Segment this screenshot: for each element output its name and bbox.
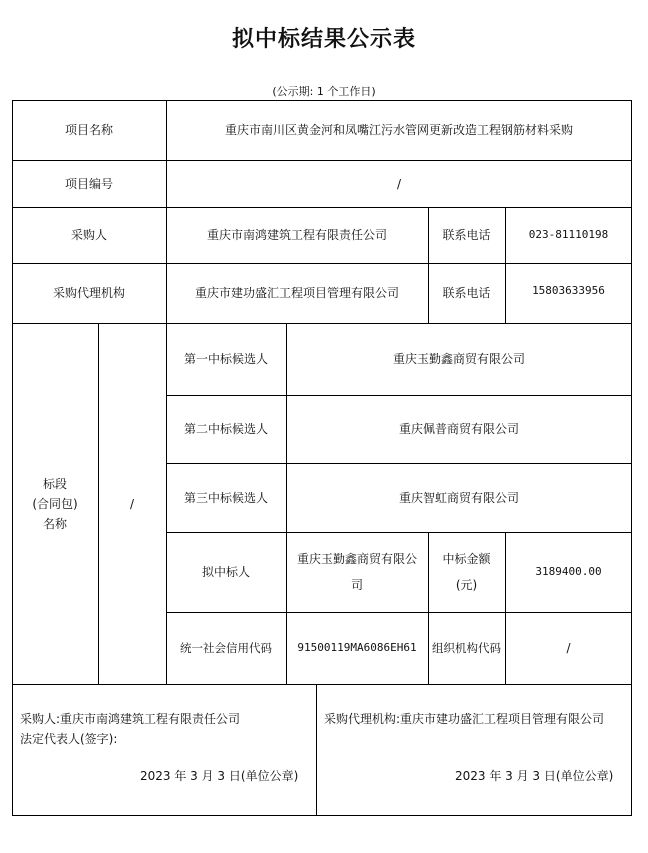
lot-label-line3: 名称 (42, 516, 67, 531)
lot-name-value: / (129, 496, 135, 511)
lot-name-label (12, 323, 98, 684)
lot-label-line2: (合同包) (32, 496, 78, 511)
winner-value-line1: 重庆玉勤鑫商贸有限公 (296, 552, 417, 566)
legal-representative-line: 法定代表人(签字): (20, 732, 118, 746)
document-title: 拟中标结果公示表 (231, 26, 416, 52)
project-number-value: / (396, 176, 402, 191)
candidate-1-value: 重庆玉勤鑫商贸有限公司 (392, 352, 525, 366)
candidate-3-value: 重庆智虹商贸有限公司 (398, 490, 519, 505)
candidate-2-label: 第二中标候选人 (183, 422, 268, 436)
purchaser-value: 重庆市南鸿建筑工程有限责任公司 (206, 228, 387, 242)
purchaser-seal-date: 2023 年 3 月 3 日(单位公章) (140, 769, 299, 783)
winning-amount-label (428, 532, 505, 612)
agency-label: 采购代理机构 (52, 286, 125, 300)
credit-code-value: 91500119MA6086EH61 (297, 641, 417, 654)
purchaser-signature-line: 采购人:重庆市南鸿建筑工程有限责任公司 (20, 712, 241, 726)
winning-amount-value: 3189400.00 (535, 565, 602, 578)
agency-phone-value: 15803633956 (532, 284, 605, 297)
candidate-1-label: 第一中标候选人 (183, 352, 268, 366)
purchaser-phone-value: 023-81110198 (528, 228, 609, 241)
publicity-period: (公示期: 1 个工作日) (272, 85, 376, 98)
credit-code-label: 统一社会信用代码 (180, 641, 272, 655)
amount-label-line2: (元) (455, 578, 478, 592)
winner-value-line2: 司 (350, 578, 363, 592)
project-number-label: 项目编号 (64, 176, 113, 191)
candidate-3-label: 第三中标候选人 (183, 490, 268, 505)
purchaser-label: 采购人 (70, 228, 107, 242)
project-name-value: 重庆市南川区黄金河和凤嘴江污水管网更新改造工程钢筋材料采购 (224, 123, 573, 137)
amount-label-line1: 中标金额 (442, 552, 491, 566)
project-name-label: 项目名称 (64, 123, 113, 137)
agency-value: 重庆市建功盛汇工程项目管理有限公司 (194, 286, 399, 300)
winner-label: 拟中标人 (201, 565, 250, 579)
lot-label-line1: 标段 (42, 476, 67, 491)
agency-seal-date: 2023 年 3 月 3 日(单位公章) (455, 769, 614, 783)
winner-value (286, 532, 428, 612)
purchaser-phone-label: 联系电话 (442, 228, 491, 242)
org-code-label: 组织机构代码 (432, 641, 501, 655)
candidate-2-value: 重庆佩普商贸有限公司 (398, 422, 519, 436)
org-code-value: / (566, 641, 571, 655)
agency-signature-line: 采购代理机构:重庆市建功盛汇工程项目管理有限公司 (324, 712, 605, 726)
agency-phone-label: 联系电话 (442, 286, 491, 300)
